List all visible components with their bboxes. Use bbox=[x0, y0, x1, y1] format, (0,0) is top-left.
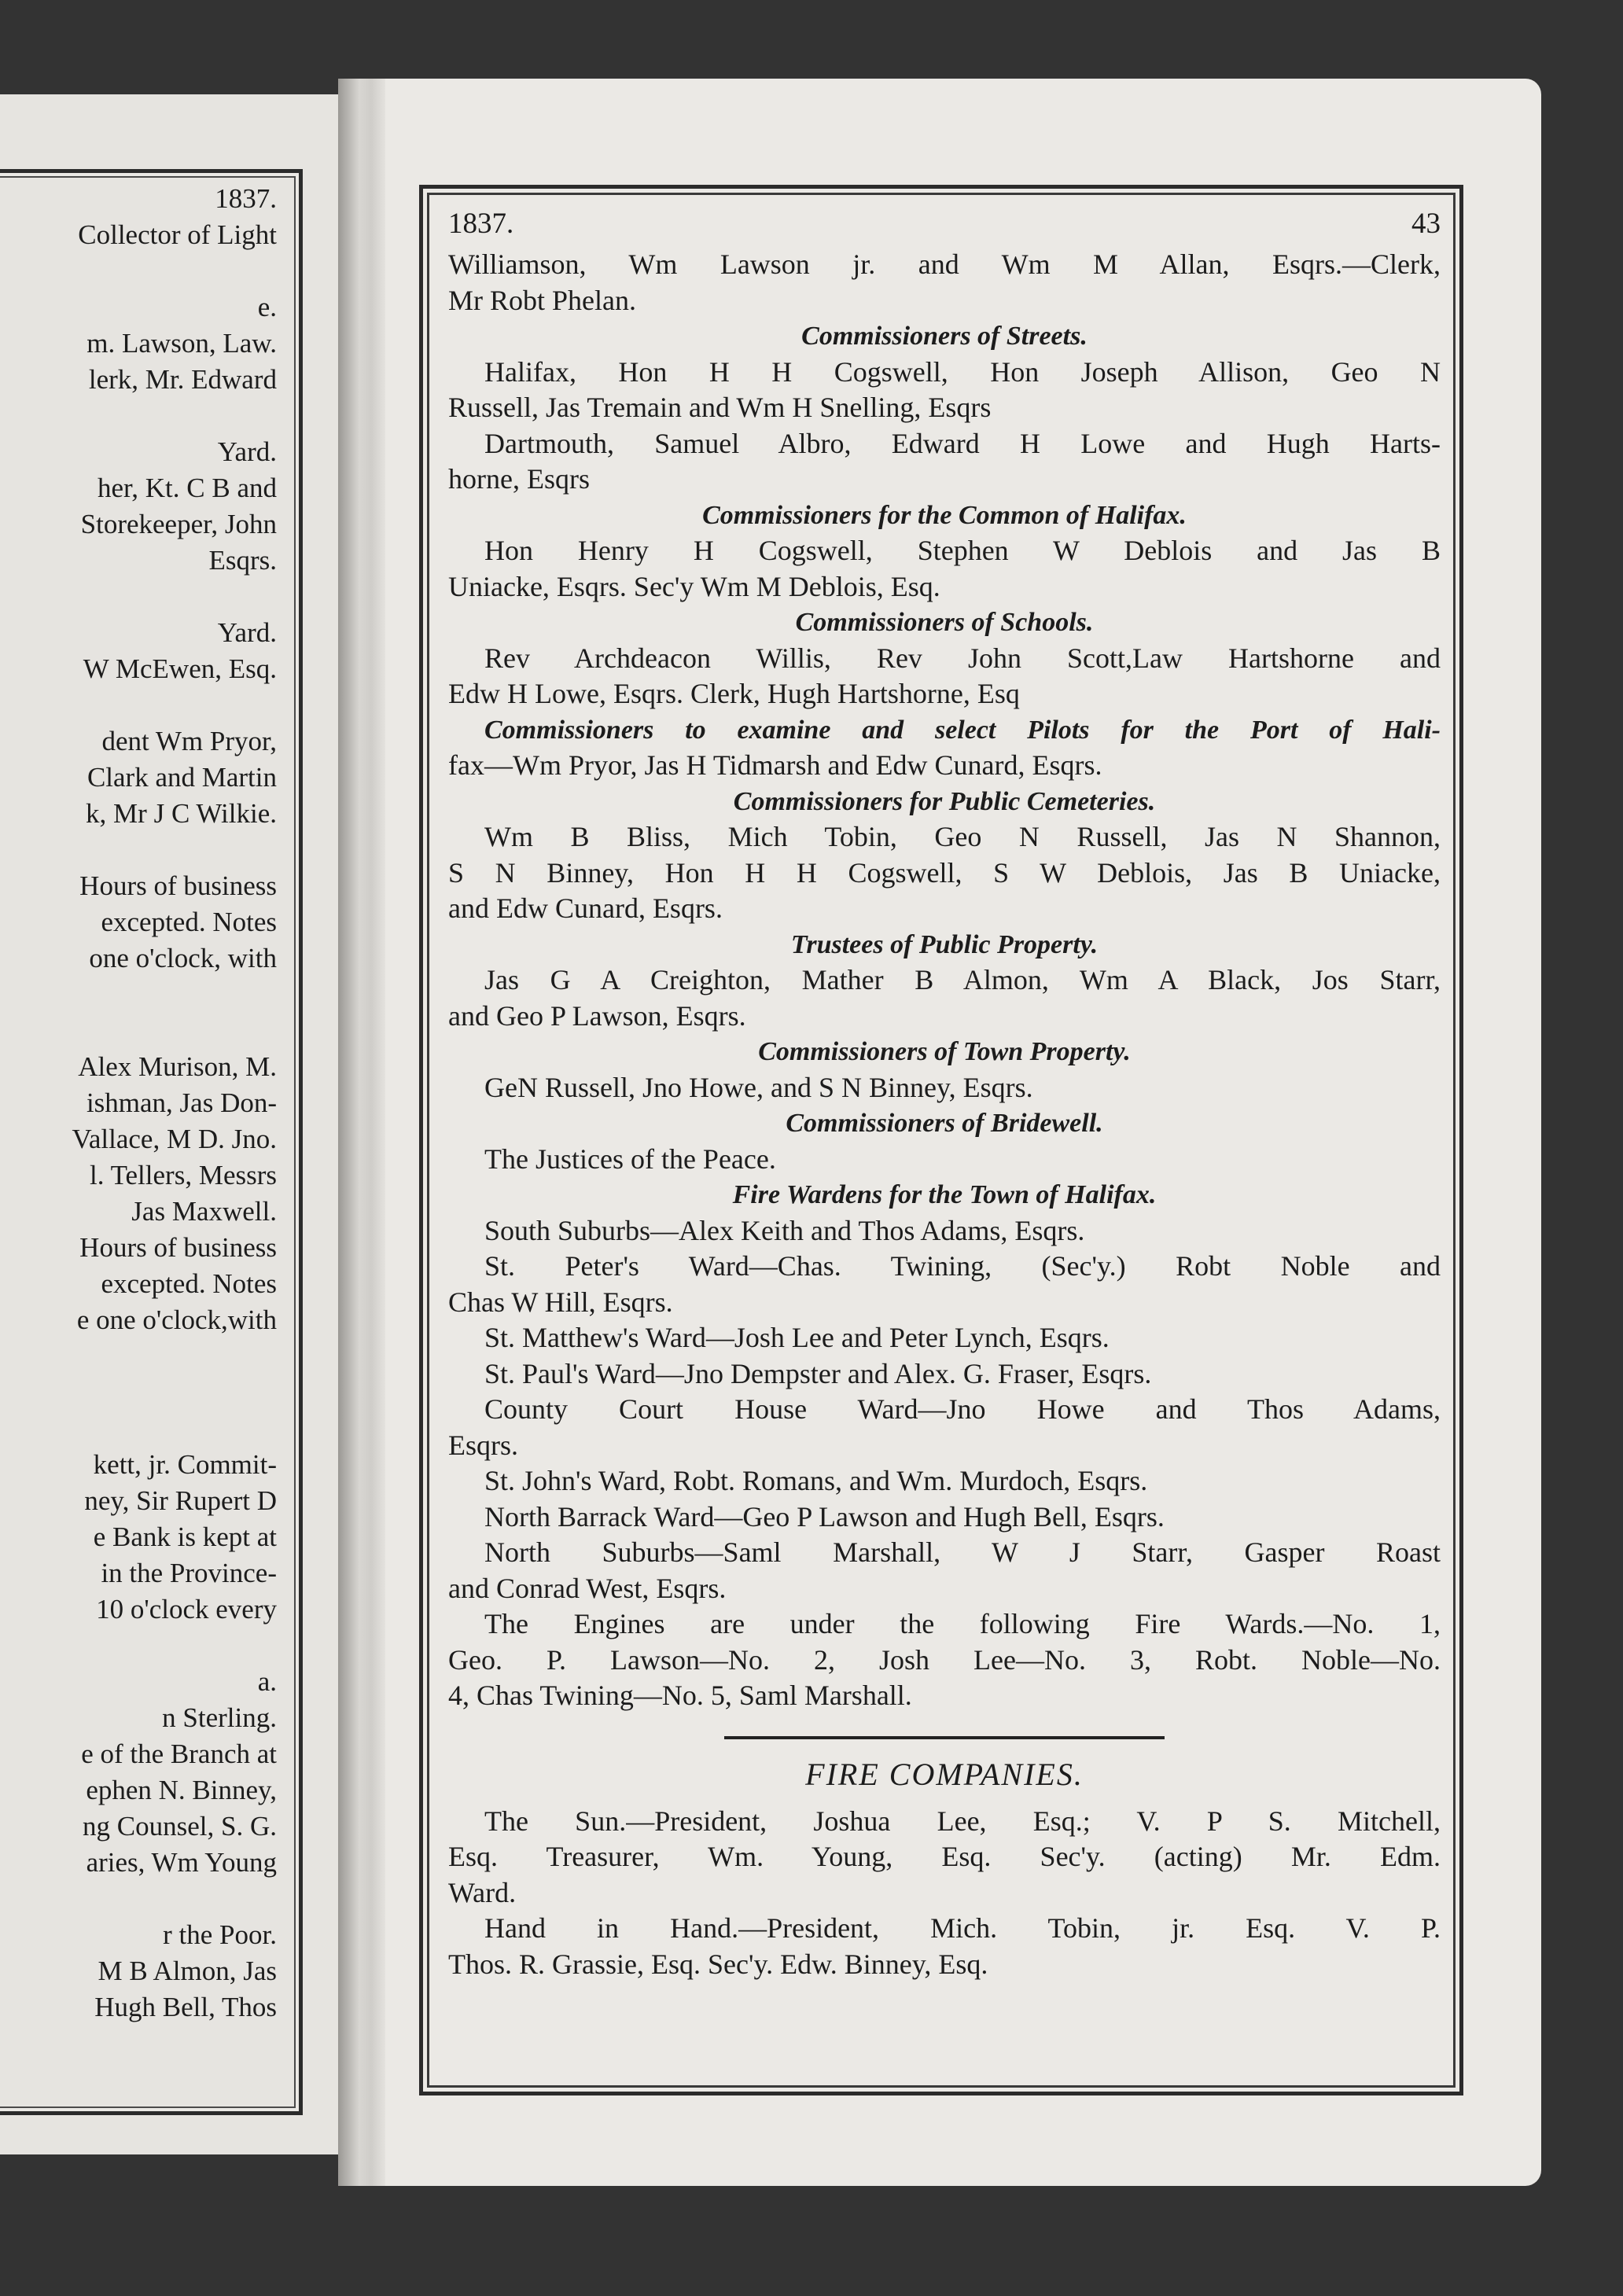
right-page-text bbox=[448, 206, 1441, 1982]
left-page-line: Collector of Light bbox=[78, 219, 277, 250]
left-page-line: e Bank is kept at bbox=[93, 1521, 277, 1552]
left-page-line bbox=[0, 832, 277, 868]
section-heading: Commissioners for Public Cemeteries. bbox=[733, 786, 1156, 816]
left-page-line bbox=[0, 977, 277, 1013]
page-year: 1837. bbox=[448, 208, 514, 240]
entry-line: The Justices of the Peace. bbox=[484, 1142, 776, 1175]
left-page-line: Alex Murison, M. bbox=[78, 1051, 277, 1082]
entry-line: South Suburbs—Alex Keith and Thos Adams, Esqrs. bbox=[484, 1214, 1085, 1246]
left-page-line: Esqrs. bbox=[208, 545, 277, 576]
entry-line: and Edw Cunard, Esqrs. bbox=[448, 892, 723, 924]
left-page-text bbox=[0, 181, 277, 2026]
section-heading: Commissioners of Schools. bbox=[795, 608, 1094, 637]
left-page-line: ng Counsel, S. G. bbox=[83, 1811, 277, 1842]
left-page-line: l. Tellers, Messrs bbox=[90, 1160, 277, 1190]
fire-company-line: The Sun.—President, Joshua Lee, Esq.; V. P S. Mitchell, bbox=[484, 1805, 1441, 1837]
entry-line: fax—Wm Pryor, Jas H Tidmarsh and Edw Cunard, Esqrs. bbox=[448, 749, 1102, 781]
entry-line: North Suburbs—Saml Marshall, W J Starr, Gasper Roast bbox=[484, 1536, 1441, 1568]
left-page-line bbox=[0, 1374, 277, 1411]
entry-line: County Court House Ward—Jno Howe and Thos Adams, bbox=[484, 1393, 1441, 1425]
entry-line: Jas G A Creighton, Mather B Almon, Wm A Black, Jos Starr, bbox=[484, 964, 1441, 995]
section-heading: Trustees of Public Property. bbox=[790, 929, 1099, 959]
left-page-line bbox=[0, 687, 277, 723]
section-heading: Commissioners to examine and select Pilots for the Port of Hali- bbox=[484, 715, 1441, 745]
fire-company-line: Ward. bbox=[448, 1876, 517, 1908]
entry-line: horne, Esqrs bbox=[448, 463, 590, 495]
left-page-line: m. Lawson, Law. bbox=[86, 328, 277, 359]
left-page-line: Yard. bbox=[217, 436, 277, 467]
entry-line: St. Peter's Ward—Chas. Twining, (Sec'y.) Robt Noble and bbox=[484, 1250, 1441, 1282]
entry-line: Uniacke, Esqrs. Sec'y Wm M Deblois, Esq. bbox=[448, 570, 940, 602]
entry-line: 4, Chas Twining—No. 5, Saml Marshall. bbox=[448, 1680, 912, 1711]
entry-line: Hon Henry H Cogswell, Stephen W Deblois and Jas B bbox=[484, 535, 1441, 566]
left-page-line: Vallace, M D. Jno. bbox=[72, 1124, 277, 1154]
left-page-line: ney, Sir Rupert D bbox=[84, 1485, 277, 1516]
left-page-line: a. bbox=[257, 1666, 277, 1697]
section-heading: Commissioners of Town Property. bbox=[758, 1037, 1131, 1066]
entry-line: St. John's Ward, Robt. Romans, and Wm. Murdoch, Esqrs. bbox=[484, 1465, 1148, 1496]
left-page-line: aries, Wm Young bbox=[86, 1847, 277, 1878]
left-page-line: Storekeeper, John bbox=[80, 509, 277, 539]
left-page-line: Hours of business bbox=[79, 1232, 277, 1263]
section-heading: Commissioners of Bridewell. bbox=[786, 1109, 1103, 1138]
entry-line: Rev Archdeacon Willis, Rev John Scott,Law Hartshorne and bbox=[484, 642, 1441, 674]
left-page-line: 1837. bbox=[215, 183, 277, 214]
book-gutter bbox=[338, 79, 385, 2186]
entry-line: Dartmouth, Samuel Albro, Edward H Lowe and Hugh Harts- bbox=[484, 427, 1441, 459]
left-page-line: dent Wm Pryor, bbox=[101, 726, 277, 756]
left-page-line bbox=[0, 1628, 277, 1664]
section-divider bbox=[724, 1736, 1165, 1739]
left-page-line: e. bbox=[257, 292, 277, 322]
section-heading: Commissioners of Streets. bbox=[801, 322, 1088, 351]
left-page-line: W McEwen, Esq. bbox=[83, 653, 277, 684]
entry-line: and Conrad West, Esqrs. bbox=[448, 1572, 727, 1604]
left-page-line: kett, jr. Commit- bbox=[93, 1449, 277, 1480]
left-page-line: e of the Branch at bbox=[81, 1739, 277, 1769]
section-heading: Fire Wardens for the Town of Halifax. bbox=[732, 1180, 1157, 1209]
entry-line: North Barrack Ward—Geo P Lawson and Hugh Bell, Esqrs. bbox=[484, 1500, 1165, 1533]
page-header bbox=[448, 206, 1441, 247]
left-page-line: Jas Maxwell. bbox=[131, 1196, 277, 1227]
left-page-line: excepted. Notes bbox=[101, 1268, 277, 1299]
entry-line: Halifax, Hon H H Cogswell, Hon Joseph Allison, Geo N bbox=[484, 355, 1441, 388]
entry-line: Russell, Jas Tremain and Wm H Snelling, Esqrs bbox=[448, 392, 992, 423]
entry-line: GeN Russell, Jno Howe, and S N Binney, Esqrs. bbox=[484, 1071, 1033, 1103]
entry-line: St. Matthew's Ward—Josh Lee and Peter Lynch, Esqrs. bbox=[484, 1322, 1110, 1353]
left-page-line: Hugh Bell, Thos bbox=[94, 1992, 277, 2022]
left-page-line bbox=[0, 579, 277, 615]
left-page-line: Clark and Martin bbox=[86, 762, 277, 793]
entry-line: Chas W Hill, Esqrs. bbox=[448, 1286, 673, 1318]
left-page-line bbox=[0, 1338, 277, 1374]
entry-line: S N Binney, Hon H H Cogswell, S W Deblois, Jas B Uniacke, bbox=[448, 856, 1441, 889]
entry-line: Williamson, Wm Lawson jr. and Wm M Allan, Esqrs.—Clerk, bbox=[448, 248, 1441, 280]
section-heading: Commissioners for the Common of Halifax. bbox=[702, 500, 1187, 530]
left-page-line bbox=[0, 1411, 277, 1447]
left-page-line: one o'clock, with bbox=[89, 943, 277, 973]
left-page-line: Yard. bbox=[217, 617, 277, 648]
entry-line: Esqrs. bbox=[448, 1429, 518, 1461]
fire-company-line: Hand in Hand.—President, Mich. Tobin, jr. Esq. V. P. bbox=[484, 1912, 1441, 1944]
left-page-line: ishman, Jas Don- bbox=[86, 1087, 277, 1118]
left-page-line: n Sterling. bbox=[162, 1702, 277, 1733]
entry-line: Edw H Lowe, Esqrs. Clerk, Hugh Hartshorne, Esq bbox=[448, 678, 1020, 709]
page-number: 43 bbox=[1411, 208, 1441, 240]
left-page-line bbox=[0, 1881, 277, 1917]
left-page-line: k, Mr J C Wilkie. bbox=[86, 798, 277, 829]
left-page-line: excepted. Notes bbox=[101, 907, 277, 937]
left-page-line: M B Almon, Jas bbox=[98, 1956, 277, 1986]
left-page-line bbox=[0, 1013, 277, 1049]
left-page-line bbox=[0, 398, 277, 434]
left-page-line: r the Poor. bbox=[163, 1919, 277, 1950]
left-page-line: her, Kt. C B and bbox=[97, 473, 277, 503]
entry-line: St. Paul's Ward—Jno Dempster and Alex. G. Fraser, Esqrs. bbox=[484, 1357, 1152, 1389]
left-page-line: e one o'clock,with bbox=[76, 1304, 277, 1335]
fire-companies-heading: FIRE COMPANIES. bbox=[805, 1756, 1084, 1792]
entry-line: Geo. P. Lawson—No. 2, Josh Lee—No. 3, Robt. Noble—No. bbox=[448, 1643, 1441, 1676]
entry-line: and Geo P Lawson, Esqrs. bbox=[448, 999, 746, 1032]
entry-line: The Engines are under the following Fire Wards.—No. 1, bbox=[484, 1608, 1441, 1639]
directory-entries bbox=[448, 247, 1441, 1714]
left-page-line: in the Province- bbox=[101, 1558, 277, 1588]
fire-company-line: Thos. R. Grassie, Esq. Sec'y. Edw. Binney, Esq. bbox=[448, 1948, 988, 1980]
entry-line: Wm B Bliss, Mich Tobin, Geo N Russell, Jas N Shannon, bbox=[484, 821, 1441, 852]
left-page-line: lerk, Mr. Edward bbox=[88, 364, 277, 395]
fire-companies-entries bbox=[448, 1804, 1441, 1983]
left-page-line: ephen N. Binney, bbox=[86, 1775, 277, 1805]
left-page-line: 10 o'clock every bbox=[96, 1594, 277, 1624]
fire-company-line: Esq. Treasurer, Wm. Young, Esq. Sec'y. (acting) Mr. Edm. bbox=[448, 1841, 1441, 1872]
left-page-line: Hours of business bbox=[79, 870, 277, 901]
entry-line: Mr Robt Phelan. bbox=[448, 284, 636, 316]
left-page-line bbox=[0, 253, 277, 289]
